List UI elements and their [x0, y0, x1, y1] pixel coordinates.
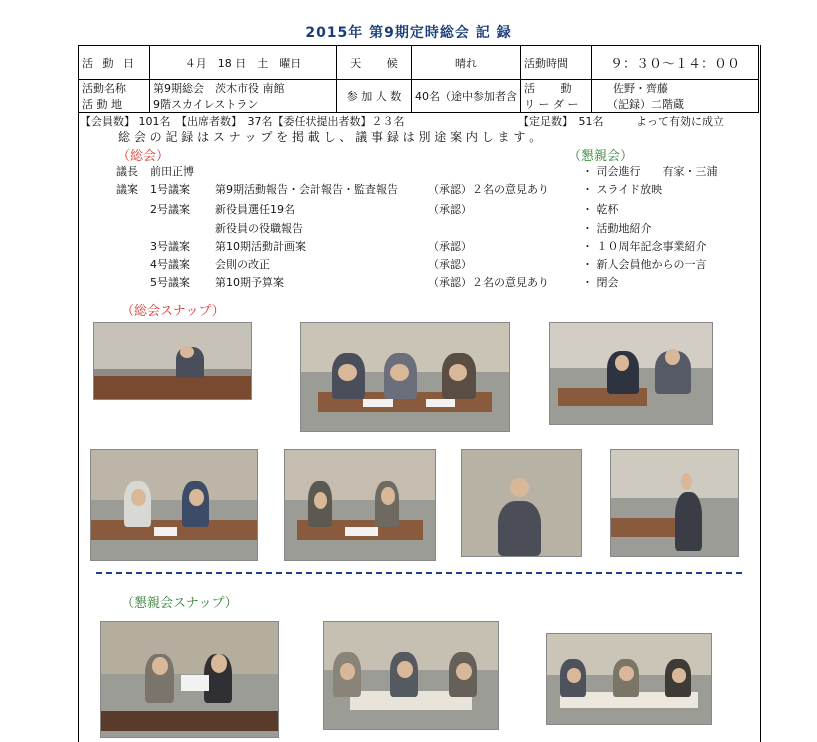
label-leader-b: リ ー ダ ー: [524, 98, 579, 111]
activity-info-table: [78, 45, 759, 113]
record-note: 総 会 の 記 録 は ス ナ ッ プ を 掲 載 し 、 議 事 録 は 別 途 案 内 し ま す 。: [118, 130, 542, 144]
agenda-result: （承認）: [428, 203, 472, 216]
konshin-heading: （懇親会）: [568, 149, 634, 164]
snapshot-photo: [546, 633, 712, 725]
label-weather: 天 候: [337, 46, 412, 80]
label-leader: [521, 80, 592, 113]
agenda-result: （承認）２名の意見あり: [428, 183, 549, 196]
label-leader-a: 活 動: [524, 82, 572, 95]
quorum-valid: よって有効に成立: [636, 115, 724, 128]
snapshot-photo: [93, 322, 252, 400]
page-title: 2015年 第9期定時総会 記 録: [305, 25, 512, 41]
participants-value: 40名（途中参加者含: [412, 80, 521, 113]
konshin-item: ・ 司会進行 有家・三浦: [582, 165, 718, 178]
weather-value: 晴れ: [412, 46, 521, 80]
agenda-text: 第10期予算案: [215, 276, 284, 289]
agenda-text: 第10期活動計画案: [215, 240, 306, 253]
member-stats: 【会員数】 101名 【出席者数】 37名【委任状提出者数】２３名: [80, 115, 405, 128]
konshin-item: ・ 新人会員他からの一言: [582, 258, 707, 271]
konshin-item: ・ スライド放映: [582, 183, 663, 196]
konshin-item: ・ 乾杯: [582, 203, 619, 216]
agenda-label: 議案: [116, 183, 138, 196]
agenda-text: 第9期活動報告・会計報告・監査報告: [215, 183, 398, 196]
label-participants: 参 加 人 数: [337, 80, 412, 113]
konshin-item: ・ １０周年記念事業紹介: [582, 240, 707, 253]
snapshot-photo: [90, 449, 258, 561]
section-divider: [96, 572, 742, 574]
konshin-item: ・ 閉会: [582, 276, 619, 289]
leader-names: 佐野・齊藤: [613, 82, 668, 95]
chair-label: 議長: [116, 165, 138, 178]
snapshot-photo: [100, 621, 279, 738]
soukai-heading: （総会）: [117, 149, 170, 164]
agenda-text: 会則の改正: [215, 258, 270, 271]
label-date: 活 動 日: [79, 46, 150, 80]
snapshot-photo: [323, 621, 499, 730]
activity-time: ９：３０～１４：００: [592, 46, 759, 80]
chair-name: 前田正博: [150, 165, 194, 178]
label-time: 活動時間: [521, 46, 592, 80]
label-name: 活動名称: [82, 82, 126, 95]
leader-value: [592, 80, 759, 113]
agenda-result: （承認）: [428, 240, 472, 253]
snapshot-photo: [461, 449, 582, 557]
label-place: 活 動 地: [82, 98, 122, 111]
soukai-snap-heading: （総会スナップ）: [121, 304, 225, 319]
snapshot-photo: [610, 449, 739, 557]
agenda-result: （承認）２名の意見あり: [428, 276, 549, 289]
snapshot-photo: [284, 449, 436, 561]
agenda-no: 2号議案: [150, 203, 190, 216]
agenda-no: 1号議案: [150, 183, 190, 196]
agenda-result: （承認）: [428, 258, 472, 271]
label-name-place: [79, 80, 150, 113]
konshin-item: ・ 活動地紹介: [582, 222, 652, 235]
agenda-text: 新役員選任19名: [215, 203, 295, 216]
activity-name: 第9期総会 茨木市役 南館: [153, 82, 285, 95]
konshin-snap-heading: （懇親会スナップ）: [121, 596, 238, 611]
snapshot-photo: [300, 322, 510, 432]
agenda-no: 3号議案: [150, 240, 190, 253]
recorder-name: （記録）二階蔵: [607, 98, 684, 111]
agenda-text: 新役員の役職報告: [215, 222, 303, 235]
agenda-no: 4号議案: [150, 258, 190, 271]
agenda-no: 5号議案: [150, 276, 190, 289]
activity-place: 9階スカイレストラン: [153, 98, 259, 111]
snapshot-photo: [549, 322, 713, 425]
activity-date: ４月 18 日 土 曜日: [150, 46, 337, 80]
name-place: [150, 80, 337, 113]
quorum-stat: 【定足数】 51名: [518, 115, 604, 128]
